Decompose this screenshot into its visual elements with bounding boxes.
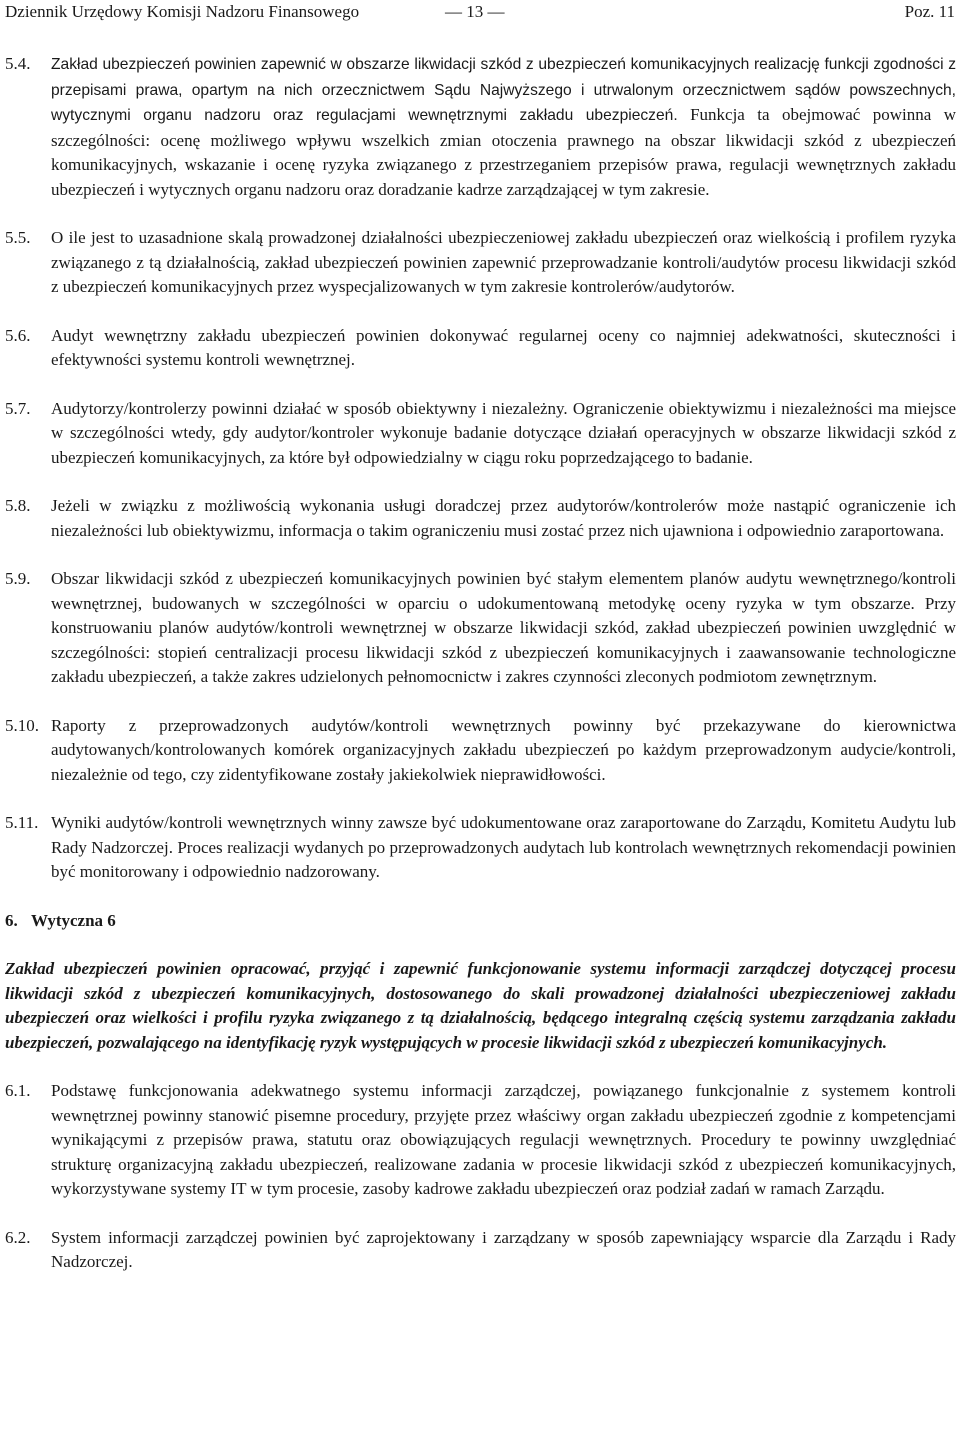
document-body (5, 52, 956, 1299)
item-text: Wyniki audytów/kontroli wewnętrznych winny zawsze być udokumentowane oraz zaraportowane do Zarządu, Komitetu Audytu lub Rady Nadzorczej. Proces realizacji wydanych po przeprowadzonych audytach lub kontrolach wewnętrznych rekomendacji powinien być monitorowany i odpowiednio nadzorowany. (51, 813, 956, 881)
list-item (5, 1226, 956, 1275)
item-text: System informacji zarządczej powinien być zaprojektowany i zarządzany w sposób zapewniający wsparcie dla Zarządu i Rady Nadzorczej. (51, 1227, 956, 1271)
section-number: 6. (5, 910, 18, 930)
item-number: 6.2. (5, 1227, 31, 1247)
item-number: 5.8. (5, 496, 31, 515)
item-number: 5.6. (5, 325, 31, 345)
item-text (51, 52, 956, 202)
list-item (5, 811, 956, 885)
item-text: Jeżeli w związku z możliwością wykonania usługi doradczej przez audytorów/kontrolerów może nastąpić ograniczenie ich niezależności lub obiektywizmu, informacja o takim ograniczeniu musi zostać przez nich ujawniona i odpowiednio zaraportowana. (51, 496, 956, 540)
item-number: 5.5. (5, 228, 31, 247)
item-text: Obszar likwidacji szkód z ubezpieczeń komunikacyjnych powinien być stałym elementem planów audytu wewnętrznego/kontroli wewnętrznej, budowanych w szczególności w oparciu o udokumentowaną metodykę oceny ryzyka w tym obszarze. Przy konstruowaniu planów audytów/kontroli wewnętrznej w obszarze likwidacji szkód, zakład ubezpieczeń powinien uwzględnić w szczególności: stopień centralizacji procesu likwidacji szkód z ubezpieczeń komunikacyjnych i zaawansowanie technologiczne zakładu ubezpieczeń, a także zakres udzielonych pełnomocnictw i zakres czynności zleconych podmiotom zewnętrznym. (51, 569, 956, 686)
item-number: 5.11. (5, 813, 39, 832)
list-item (5, 714, 956, 788)
publication-title: Dziennik Urzędowy Komisji Nadzoru Finansowego (5, 2, 360, 21)
page-header (5, 0, 955, 24)
item-text: Podstawę funkcjonowania adekwatnego systemu informacji zarządczej, powiązanego funkcjonalnie z systemem kontroli wewnętrznej powinny stanowić pisemne procedury, przyjęte przez właściwy organ zakładu ubezpieczeń zgodnie z kompetencjami wynikającymi z przepisów prawa, statutu oraz obowiązujących regulacji wewnętrznych. Procedury te powinny uwzględniać strukturę organizacyjną zakładu ubezpieczeń, realizowane zadania w procesie likwidacji szkód z ubezpieczeń komunikacyjnych, wykorzystywane systemy IT w tym procesie, zasoby kadrowe zakładu ubezpieczeń oraz podział zadań w ramach Zarządu. (51, 1081, 956, 1198)
item-text: Raporty z przeprowadzonych audytów/kontroli wewnętrznych powinny być przekazywane do kierownictwa audytowanych/kontrolowanych komórek organizacyjnych zakładu ubezpieczeń po każdym przeprowadzonym audycie/kontroli, niezależnie od tego, czy zidentyfikowane zostały jakiekolwiek nieprawidłowości. (51, 715, 956, 784)
item-number: 5.4. (5, 54, 31, 73)
item-number: 5.9. (5, 569, 31, 588)
list-item (5, 567, 956, 690)
list-item (5, 52, 956, 202)
list-item (5, 1079, 956, 1202)
section-heading (5, 909, 956, 934)
item-text: Audyt wewnętrzny zakładu ubezpieczeń powinien dokonywać regularnej oceny co najmniej adekwatności, skuteczności i efektywności systemu kontroli wewnętrznej. (51, 325, 956, 369)
position-number: Poz. 11 (904, 2, 955, 21)
section-title: Wytyczna 6 (30, 910, 116, 930)
list-item (5, 397, 956, 471)
item-text: Audytorzy/kontrolerzy powinni działać w sposób obiektywny i niezależny. Ograniczenie obiektywizmu i niezależności ma miejsce w szczególności wtedy, gdy audytor/kontroler wykonuje badanie dotyczące działań operacyjnych w obszarze likwidacji szkód z ubezpieczeń komunikacyjnych, za które był odpowiedzialny w ciągu roku poprzedzającego to badanie. (51, 398, 956, 467)
list-item (5, 494, 956, 543)
item-number: 6.1. (5, 1081, 31, 1100)
guideline-text: Zakład ubezpieczeń powinien opracować, przyjąć i zapewnić funkcjonowanie systemu informacji zarządczej dotyczącej procesu likwidacji szkód z ubezpieczeń komunikacyjnych, dostosowanego do skali prowadzonej działalności ubezpieczeniowej zakładu ubezpieczeń oraz wielkości i profilu ryzyka związanego z tą działalnością, będącego integralną częścią systemu zarządzania zakładu ubezpieczeń, pozwalającego na identyfikację ryzyk występujących w procesie likwidacji szkód z ubezpieczeń komunikacyjnych. (5, 959, 956, 1052)
item-text: O ile jest to uzasadnione skalą prowadzonej działalności ubezpieczeniowej zakładu ubezpieczeń oraz wielkością i profilem ryzyka związanego z tą działalnością, zakład ubezpieczeń powinien zapewnić przeprowadzanie kontroli/audytów procesu likwidacji szkód z ubezpieczeń komunikacyjnych przez wyspecjalizowanych w tym zakresie kontrolerów/audytorów. (51, 228, 956, 296)
list-item (5, 226, 956, 300)
item-number: 5.7. (5, 398, 31, 418)
list-item (5, 324, 956, 373)
item-text-part: Funkcja ta obejmować powinna w szczególności: ocenę możliwego wpływu wszelkich zmian otoczenia prawnego na obszar likwidacji szkód z ubezpieczeń komunikacyjnych, wskazanie i ocenę ryzyka związanego z przestrzeganiem przepisów prawa, regulacji wewnętrznych zakładu ubezpieczeń i wytycznych organu nadzoru oraz doradzanie kadrze zarządzającej w tym zakresie. (51, 105, 956, 199)
item-number: 5.10. (5, 715, 39, 735)
item-text-part: Zakład ubezpieczeń powinien zapewnić w obszarze likwidacji szkód z ubezpieczeń komunikacyjnych realizację funkcji zgodności z przepisami prawa, opartym na nich orzecznictwem Sądu Najwyższego i utrwalonym orzecznictwem sądów powszechnych, wytycznymi organu nadzoru oraz regulacjami wewnętrznymi zakładu ubezpieczeń. (51, 56, 956, 124)
page-number: — 13 — (445, 2, 505, 21)
